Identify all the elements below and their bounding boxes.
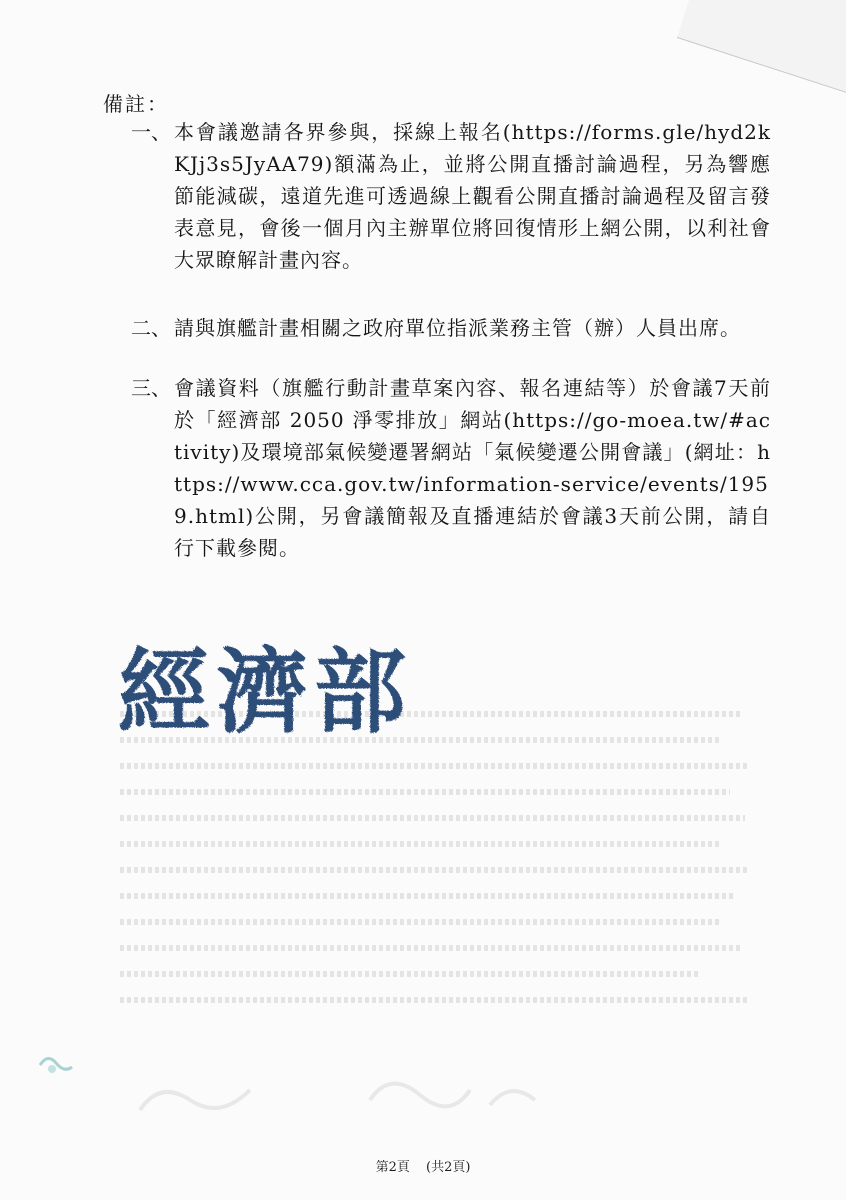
show-through-lines — [120, 700, 760, 1020]
remark-item-2 — [131, 312, 771, 344]
folded-corner — [677, 0, 846, 100]
remark-text: 會議資料（旗艦行動計畫草案內容、報名連結等）於會議7天前於「經濟部 2050 淨零排放」網站(https://go-moea.tw/#activity)及環境部氣候變遷署網站「氣候變遷公開會議」(網址：https://www.cca.gov.tw/information-service/events/1959.html)公開，另會議簡報及直播連結於會議3天前公開，請自行下載參閱。 — [174, 376, 771, 560]
ministry-seal-stamp — [100, 632, 430, 742]
page-total: (共2頁) — [426, 1160, 471, 1175]
remarks-heading: 備註： — [103, 92, 169, 116]
faint-signature-marks — [130, 1060, 550, 1140]
remark-number: 一、 — [131, 120, 171, 144]
remark-item-1 — [131, 116, 771, 276]
page-footer — [0, 1156, 846, 1175]
remark-text: 請與旗艦計畫相關之政府單位指派業務主管（辦）人員出席。 — [174, 316, 741, 340]
remark-number: 二、 — [131, 316, 171, 340]
page-number: 第2頁 — [375, 1160, 410, 1175]
remark-number: 三、 — [131, 376, 171, 400]
seal-graphic — [100, 632, 430, 742]
remark-item-3 — [131, 372, 771, 564]
ink-smudge — [30, 1045, 80, 1085]
seal-text: 經濟部 — [117, 638, 413, 742]
remark-text: 本會議邀請各界參與，採線上報名(https://forms.gle/hyd2kKJj3s5JyAA79)額滿為止，並將公開直播討論過程，另為響應節能減碳，遠道先進可透過線上觀看公開直播討論過程及留言發表意見，會後一個月內主辦單位將回復情形上網公開，以利社會大眾瞭解計畫內容。 — [174, 120, 771, 272]
show-through-texture — [120, 700, 760, 1020]
